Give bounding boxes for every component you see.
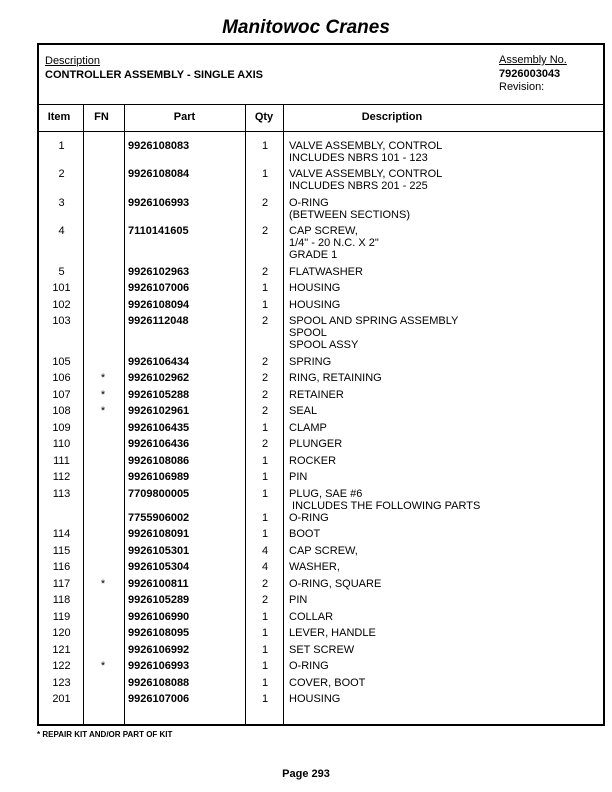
- part-number-cell: 9926112048: [128, 315, 189, 327]
- part-number-cell: 9926105288: [128, 389, 190, 401]
- description-cell: PLUG, SAE #6 INCLUDES THE FOLLOWING PARTS: [289, 488, 481, 512]
- item-cell: 107: [52, 389, 71, 401]
- quantity-cell: 4: [261, 545, 269, 557]
- item-cell: 103: [52, 315, 71, 327]
- part-number-cell: 9926102963: [128, 266, 190, 278]
- description-cell: O-RING: [289, 660, 329, 672]
- description-cell: SPRING: [289, 356, 332, 368]
- part-number-cell: 9926100811: [128, 578, 189, 590]
- part-number-cell: 9926106435: [128, 422, 190, 434]
- fn-cell: *: [100, 578, 106, 590]
- description-cell: COLLAR: [289, 611, 334, 623]
- description-cell: CAP SCREW,: [289, 545, 358, 557]
- part-number-cell: 9926106436: [128, 438, 190, 450]
- item-cell: 113: [52, 488, 71, 500]
- revision-label: Revision:: [499, 81, 545, 93]
- description-cell: HOUSING: [289, 299, 341, 311]
- part-number-cell: 9926102961: [128, 405, 190, 417]
- column-header-description: Description: [361, 111, 423, 123]
- part-number-cell: 9926108086: [128, 455, 190, 467]
- part-number-cell: 9926108095: [128, 627, 190, 639]
- quantity-cell: 1: [261, 299, 269, 311]
- description-cell: O-RING, SQUARE: [289, 578, 382, 590]
- quantity-cell: 2: [261, 356, 269, 368]
- part-number-cell: 7709800005: [128, 488, 190, 500]
- item-cell: 118: [52, 594, 71, 606]
- item-cell: 115: [52, 545, 71, 557]
- column-divider: [245, 104, 246, 724]
- page-title: Manitowoc Cranes: [222, 17, 390, 38]
- part-number-cell: 9926102962: [128, 372, 190, 384]
- quantity-cell: 2: [261, 389, 269, 401]
- page-number: Page 293: [282, 768, 330, 780]
- quantity-cell: 2: [261, 225, 269, 237]
- fn-cell: *: [100, 372, 106, 384]
- description-cell: VALVE ASSEMBLY, CONTROL INCLUDES NBRS 101 - 123: [289, 140, 443, 164]
- item-cell: 4: [58, 225, 65, 237]
- part-number-cell: 9926106992: [128, 644, 190, 656]
- item-cell: 117: [52, 578, 71, 590]
- quantity-cell: 1: [261, 644, 269, 656]
- item-cell: 119: [52, 611, 71, 623]
- part-number-cell: 9926106434: [128, 356, 190, 368]
- description-cell: FLATWASHER: [289, 266, 363, 278]
- item-cell: 3: [58, 197, 65, 209]
- quantity-cell: 2: [261, 405, 269, 417]
- quantity-cell: 2: [261, 578, 269, 590]
- column-header-qty: Qty: [254, 111, 274, 123]
- part-number-cell: 9926108088: [128, 677, 190, 689]
- quantity-cell: 1: [261, 471, 269, 483]
- item-cell: 109: [52, 422, 71, 434]
- item-cell: 1: [58, 140, 65, 152]
- fn-cell: *: [100, 660, 106, 672]
- fn-cell: *: [100, 389, 106, 401]
- item-cell: 101: [52, 282, 71, 294]
- description-cell: ROCKER: [289, 455, 337, 467]
- column-divider: [124, 104, 125, 724]
- item-cell: 121: [52, 644, 71, 656]
- item-cell: 111: [53, 455, 70, 467]
- item-cell: 5: [58, 266, 65, 278]
- item-cell: 201: [52, 693, 71, 705]
- column-header-part: Part: [173, 111, 196, 123]
- quantity-cell: 2: [261, 372, 269, 384]
- part-number-cell: 7110141605: [128, 225, 189, 237]
- description-cell: PIN: [289, 471, 308, 483]
- description-cell: PLUNGER: [289, 438, 343, 450]
- description-cell: O-RING: [289, 512, 329, 524]
- part-number-cell: 9926108091: [128, 528, 190, 540]
- quantity-cell: 2: [261, 438, 269, 450]
- description-cell: HOUSING: [289, 693, 341, 705]
- quantity-cell: 2: [261, 197, 269, 209]
- part-number-cell: 9926108094: [128, 299, 190, 311]
- description-block: [45, 54, 263, 82]
- description-label: Description: [45, 55, 101, 67]
- part-number-cell: 9926106993: [128, 660, 190, 672]
- description-cell: RETAINER: [289, 389, 344, 401]
- footnote: * REPAIR KIT AND/OR PART OF KIT: [37, 730, 173, 739]
- description-cell: HOUSING: [289, 282, 341, 294]
- part-number-cell: 9926106989: [128, 471, 190, 483]
- quantity-cell: 1: [261, 282, 269, 294]
- item-cell: 116: [52, 561, 71, 573]
- quantity-cell: 1: [261, 660, 269, 672]
- assembly-label: Assembly No.: [499, 54, 567, 66]
- quantity-cell: 1: [261, 455, 269, 467]
- item-cell: 110: [52, 438, 71, 450]
- quantity-cell: 1: [261, 693, 269, 705]
- column-header-fn: FN: [94, 111, 109, 123]
- description-cell: PIN: [289, 594, 308, 606]
- quantity-cell: 2: [261, 266, 269, 278]
- description-cell: RING, RETAINING: [289, 372, 382, 384]
- quantity-cell: 1: [261, 528, 269, 540]
- part-number-cell: 9926105304: [128, 561, 190, 573]
- quantity-cell: 1: [261, 168, 269, 180]
- part-number-cell: 9926107006: [128, 693, 190, 705]
- quantity-cell: 4: [261, 561, 269, 573]
- quantity-cell: 1: [261, 488, 269, 500]
- description-cell: SET SCREW: [289, 644, 355, 656]
- assembly-value: 7926003043: [499, 67, 561, 80]
- item-cell: 120: [52, 627, 71, 639]
- column-divider: [283, 104, 284, 724]
- description-cell: COVER, BOOT: [289, 677, 366, 689]
- part-number-cell: 9926108084: [128, 168, 190, 180]
- quantity-cell: 1: [261, 512, 269, 524]
- description-cell: O-RING (BETWEEN SECTIONS): [289, 197, 411, 221]
- quantity-cell: 2: [261, 315, 269, 327]
- quantity-cell: 1: [261, 677, 269, 689]
- quantity-cell: 1: [261, 140, 269, 152]
- quantity-cell: 2: [261, 594, 269, 606]
- description-cell: VALVE ASSEMBLY, CONTROL INCLUDES NBRS 201 - 225: [289, 168, 443, 192]
- description-cell: LEVER, HANDLE: [289, 627, 376, 639]
- item-cell: 102: [52, 299, 71, 311]
- item-cell: 123: [52, 677, 71, 689]
- quantity-cell: 1: [261, 627, 269, 639]
- part-number-cell: 9926105289: [128, 594, 190, 606]
- item-cell: 114: [52, 528, 71, 540]
- quantity-cell: 1: [261, 611, 269, 623]
- assembly-block: [499, 54, 567, 95]
- part-number-cell: 9926106990: [128, 611, 190, 623]
- part-number-cell: 9926105301: [128, 545, 190, 557]
- item-cell: 112: [52, 471, 71, 483]
- item-cell: 106: [52, 372, 71, 384]
- quantity-cell: 1: [261, 422, 269, 434]
- description-cell: WASHER,: [289, 561, 340, 573]
- part-number-cell: 9926107006: [128, 282, 190, 294]
- part-number-cell: 7755906002: [128, 512, 190, 524]
- parts-list-frame: [37, 43, 605, 726]
- description-value: CONTROLLER ASSEMBLY - SINGLE AXIS: [45, 69, 263, 81]
- item-cell: 108: [52, 405, 71, 417]
- part-number-cell: 9926108083: [128, 140, 190, 152]
- assembly-header: [39, 45, 603, 105]
- fn-cell: *: [100, 405, 106, 417]
- description-cell: BOOT: [289, 528, 321, 540]
- item-cell: 122: [52, 660, 71, 672]
- item-cell: 105: [52, 356, 71, 368]
- description-cell: CAP SCREW, 1/4" - 20 N.C. X 2" GRADE 1: [289, 225, 379, 261]
- description-cell: CLAMP: [289, 422, 327, 434]
- item-cell: 2: [58, 168, 65, 180]
- description-cell: SPOOL AND SPRING ASSEMBLY SPOOL SPOOL ASSY: [289, 315, 459, 351]
- column-header-item: Item: [47, 111, 71, 123]
- description-cell: SEAL: [289, 405, 318, 417]
- part-number-cell: 9926106993: [128, 197, 190, 209]
